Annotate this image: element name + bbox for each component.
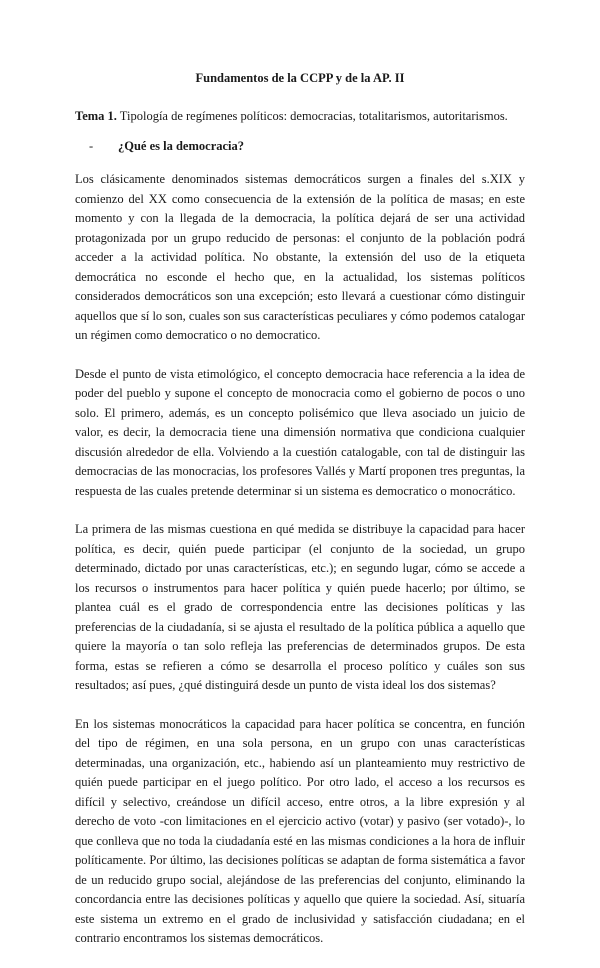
paragraph-2: Desde el punto de vista etimológico, el concepto democracia hace referencia a la idea de poder del pueblo y supone el concepto de monocracia como el gobierno de pocos o uno solo. El primero, además, es un concepto polisémico que lleva asociado un juicio de valor, es decir, la democracia tiene una dimensión normativa que condiciona cualquier discusión alrededor de ella. Volviendo a la cuestión catalogable, con tal de distinguir las democracias de las monocracias, los profesores Vallés y Martí proponen tres preguntas, la respuesta de las cuales pretende determinar si un sistema es democratico o monocrático. [75,366,525,498]
section-heading [89,138,525,154]
section-heading-text: ¿Qué es la democracia? [118,139,245,153]
document-title: Fundamentos de la CCPP y de la AP. II [195,71,405,85]
paragraph-4: En los sistemas monocráticos la capacidad para hacer política se concentra, en función del tipo de régimen, en una sola persona, en un grupo con unas características determinadas, una organización, etc., habiendo así un planteamiento muy restrictivo de quién puede participar en el juego político. Por otro lado, el acceso a los recursos es difícil y selectivo, creándose un difícil acceso, entre otros, a la libre expresión y al derecho de voto -con limitaciones en el ejercicio activo (votar) y pasivo (ser votado)-, lo que conlleva que no toda la ciudadanía esté en las mismas condiciones a la hora de influir políticamente. Por último, las decisiones políticas se adaptan de forma sistemática a favor de un reducido grupo social, alejándose de las preferencias del conjunto, eliminando la concordancia entre las decisiones políticas y aquello que quiere la sociedad. Así, situaría este sistema un extremo en el grado de inclusividad y satisfacción ciudadana; en el contrario encontramos los sistemas democráticos. [75,716,525,945]
topic-label: Tema 1. [75,109,117,123]
paragraph-3: La primera de las mismas cuestiona en qué medida se distribuye la capacidad para hacer política, es decir, quién puede participar (el conjunto de la sociedad, un grupo determinado, dictado por unas características, etc.); en segundo lugar, cómo se accede a los recursos o instrumentos para hacer política y quién puede hacerlo; por último, se plantea cuál es el grado de correspondencia entre las decisiones políticas y las preferencias de la ciudadanía, si se ajusta el resultado de la política pública a aquello que quiere la mayoría o tan solo refleja las preferencias de determinados grupos. De esta forma, estas se refieren a cómo se desarrolla el proceso político y cuáles son sus resultados; así pues, ¿qué distinguirá desde un punto de vista ideal los dos sistemas? [75,522,525,692]
paragraph-1: Los clásicamente denominados sistemas democráticos surgen a finales del s.XIX y comienzo del XX como consecuencia de la extensión de la política de masas; en este momento y con la llegada de la democracia, la política dejará de ser una actividad protagonizada por un grupo reducido de personas: el conjunto de la población podrá acceder a la actividad política. No obstante, la extensión del uso de la etiqueta democrática no esconde el hecho que, en la actualidad, los sistemas políticos considerados democráticos son una excepción; esto llevará a cuestionar cómo distinguir aquellos que sí lo son, cuales son sus características peculiares y cómo podemos catalogar un régimen como democratico o no democratico. [75,172,525,342]
bullet-dash: - [89,139,94,153]
topic-line [75,108,525,124]
document-page [75,70,525,968]
topic-text: Tipología de regímenes políticos: democracias, totalitarismos, autoritarismos. [116,109,508,123]
